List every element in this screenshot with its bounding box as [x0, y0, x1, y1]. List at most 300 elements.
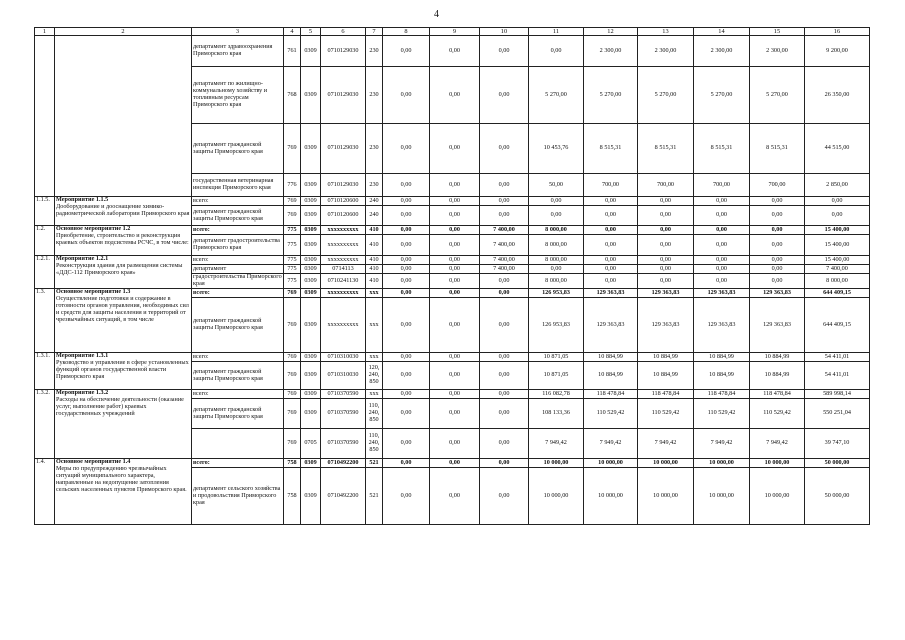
amount-cell: 0,00	[383, 459, 430, 468]
amount-cell: 0,00	[383, 235, 430, 256]
code-cell: 769	[284, 353, 301, 362]
code-cell: 769	[284, 289, 301, 298]
code-cell: 521	[366, 459, 383, 468]
code-cell: xxxxxxxxxx	[321, 256, 366, 265]
amount-cell: 2 300,00	[638, 36, 694, 67]
amount-cell: 644 409,15	[805, 289, 870, 298]
amount-cell: 7 400,00	[480, 235, 529, 256]
amount-cell: 0,00	[480, 274, 529, 289]
amount-cell: 0,00	[805, 197, 870, 206]
header-cell: 11	[529, 28, 584, 36]
amount-cell: 2 850,00	[805, 174, 870, 197]
amount-cell: 0,00	[480, 390, 529, 399]
amount-cell: 8 000,00	[529, 235, 584, 256]
amount-cell: 0,00	[694, 206, 750, 226]
amount-cell: 0,00	[750, 274, 805, 289]
table-row	[35, 289, 870, 298]
header-cell: 8	[383, 28, 430, 36]
code-cell: 775	[284, 256, 301, 265]
amount-cell: 110 529,42	[584, 399, 638, 429]
amount-cell: 129 363,83	[750, 289, 805, 298]
amount-cell: 129 363,83	[750, 298, 805, 353]
code-cell: 410	[366, 235, 383, 256]
amount-cell: 0,00	[430, 174, 480, 197]
amount-cell: 0,00	[480, 353, 529, 362]
amount-cell: 700,00	[694, 174, 750, 197]
amount-cell: 0,00	[383, 36, 430, 67]
amount-cell: 0,00	[694, 265, 750, 274]
code-cell: 769	[284, 206, 301, 226]
code-cell: 0710129030	[321, 174, 366, 197]
code-cell: 769	[284, 124, 301, 174]
code-cell: 521	[366, 468, 383, 525]
executor-cell: всего:	[192, 197, 284, 206]
code-cell: xxx	[366, 390, 383, 399]
amount-cell: 0,00	[383, 399, 430, 429]
amount-cell: 0,00	[584, 197, 638, 206]
amount-cell: 10 453,76	[529, 124, 584, 174]
amount-cell: 0,00	[750, 256, 805, 265]
amount-cell: 0,00	[430, 390, 480, 399]
amount-cell: 0,00	[430, 265, 480, 274]
amount-cell: 0,00	[383, 298, 430, 353]
amount-cell: 0,00	[430, 235, 480, 256]
code-cell: 769	[284, 429, 301, 459]
amount-cell: 5 270,00	[529, 67, 584, 124]
amount-cell: 8 000,00	[529, 256, 584, 265]
row-number: 1.3.	[35, 289, 55, 353]
amount-cell: 10 884,99	[750, 362, 805, 390]
header-cell: 14	[694, 28, 750, 36]
amount-cell: 0,00	[584, 226, 638, 235]
amount-cell: 0,00	[638, 197, 694, 206]
measure-description	[55, 390, 192, 459]
amount-cell: 0,00	[480, 399, 529, 429]
amount-cell: 129 363,83	[584, 298, 638, 353]
amount-cell: 9 200,00	[805, 36, 870, 67]
amount-cell: 7 949,42	[750, 429, 805, 459]
code-cell: 768	[284, 67, 301, 124]
row-number: 1.3.2.	[35, 390, 55, 459]
code-cell: xxxxxxxxxx	[321, 235, 366, 256]
amount-cell: 0,00	[480, 67, 529, 124]
amount-cell: 0,00	[480, 362, 529, 390]
code-cell: 410	[366, 274, 383, 289]
table-row	[35, 226, 870, 235]
code-cell: 0309	[301, 265, 321, 274]
amount-cell: 0,00	[584, 274, 638, 289]
code-cell: 761	[284, 36, 301, 67]
amount-cell: 10 000,00	[529, 468, 584, 525]
amount-cell: 8 515,31	[584, 124, 638, 174]
code-cell: 410	[366, 256, 383, 265]
measure-text: Приобретение, строительство и реконструкция краевых объектов подсистемы РСЧС, в том числе:	[56, 232, 189, 247]
amount-cell: 10 884,99	[694, 362, 750, 390]
code-cell: 0309	[301, 289, 321, 298]
amount-cell: 7 949,42	[584, 429, 638, 459]
executor-cell: департамент гражданской защиты Приморского края	[192, 124, 284, 174]
code-cell: xxx	[366, 289, 383, 298]
code-cell: 0309	[301, 256, 321, 265]
row-number: 1.2.1.	[35, 256, 55, 289]
amount-cell: 0,00	[430, 298, 480, 353]
code-cell: 0710370590	[321, 429, 366, 459]
code-cell: 0309	[301, 362, 321, 390]
amount-cell: 0,00	[430, 289, 480, 298]
amount-cell: 700,00	[584, 174, 638, 197]
amount-cell: 0,00	[529, 197, 584, 206]
amount-cell: 110 529,42	[694, 399, 750, 429]
amount-cell: 7 949,42	[529, 429, 584, 459]
executor-cell: департамент гражданской защиты Приморского края	[192, 206, 284, 226]
measure-title: Основное мероприятие 1.3	[56, 288, 131, 296]
table-row	[35, 36, 870, 67]
amount-cell: 0,00	[638, 265, 694, 274]
amount-cell: 0,00	[638, 226, 694, 235]
table-row	[35, 256, 870, 265]
amount-cell: 0,00	[694, 226, 750, 235]
amount-cell: 0,00	[383, 174, 430, 197]
code-cell: 240	[366, 197, 383, 206]
code-cell: 120, 240, 850	[366, 362, 383, 390]
code-cell: 0710129030	[321, 36, 366, 67]
amount-cell: 700,00	[750, 174, 805, 197]
amount-cell: 10 884,99	[638, 362, 694, 390]
amount-cell: 5 270,00	[638, 67, 694, 124]
code-cell: 110, 240, 850	[366, 399, 383, 429]
code-cell: 769	[284, 197, 301, 206]
amount-cell: 0,00	[383, 265, 430, 274]
table-row	[35, 353, 870, 362]
amount-cell: 126 953,83	[529, 289, 584, 298]
amount-cell: 0,00	[480, 468, 529, 525]
executor-cell: департамент гражданской защиты Приморского края	[192, 399, 284, 429]
code-cell: 0705	[301, 429, 321, 459]
amount-cell: 2 300,00	[584, 36, 638, 67]
amount-cell: 10 000,00	[638, 468, 694, 525]
budget-table	[34, 27, 870, 525]
amount-cell: 0,00	[805, 206, 870, 226]
amount-cell: 10 000,00	[750, 459, 805, 468]
amount-cell: 8 515,31	[638, 124, 694, 174]
code-cell: 230	[366, 36, 383, 67]
measure-title: Основное мероприятие 1.4	[56, 458, 131, 466]
executor-cell: всего:	[192, 226, 284, 235]
amount-cell: 589 998,14	[805, 390, 870, 399]
amount-cell: 2 300,00	[750, 36, 805, 67]
code-cell: 0710310030	[321, 362, 366, 390]
measure-text: Дооборудование и дооснащение химико-радиометрической лаборатории Приморского края	[56, 203, 190, 218]
executor-cell: департамент по жилищно-коммунальному хозяйству и топливным ресурсам Приморского края	[192, 67, 284, 124]
amount-cell: 0,00	[694, 274, 750, 289]
amount-cell: 0,00	[430, 206, 480, 226]
amount-cell: 0,00	[430, 36, 480, 67]
executor-cell: департамент здравоохранения Приморского края	[192, 36, 284, 67]
amount-cell: 550 251,04	[805, 399, 870, 429]
code-cell: 0710310030	[321, 353, 366, 362]
amount-cell: 10 000,00	[638, 459, 694, 468]
amount-cell: 0,00	[694, 256, 750, 265]
code-cell: xxxxxxxxxx	[321, 298, 366, 353]
measure-text: Руководство и управление в сфере установленных функций органов государственной власти Приморского края	[56, 358, 189, 380]
code-cell: 769	[284, 390, 301, 399]
amount-cell: 116 082,78	[529, 390, 584, 399]
code-cell: 769	[284, 298, 301, 353]
amount-cell: 2 300,00	[694, 36, 750, 67]
amount-cell: 110 529,42	[638, 399, 694, 429]
amount-cell: 0,00	[383, 468, 430, 525]
row-number: 1.1.5.	[35, 197, 55, 226]
executor-cell: департамент гражданской защиты Приморского края	[192, 362, 284, 390]
executor-cell: департамент градостроительства Приморского края	[192, 235, 284, 256]
amount-cell: 5 270,00	[694, 67, 750, 124]
amount-cell: 0,00	[383, 197, 430, 206]
amount-cell: 0,00	[430, 399, 480, 429]
amount-cell: 644 409,15	[805, 298, 870, 353]
code-cell: 410	[366, 226, 383, 235]
code-cell: 230	[366, 174, 383, 197]
code-cell: 775	[284, 235, 301, 256]
header-cell: 3	[192, 28, 284, 36]
amount-cell: 7 949,42	[638, 429, 694, 459]
code-cell: 0710129030	[321, 67, 366, 124]
amount-cell: 8 000,00	[529, 274, 584, 289]
amount-cell: 8 515,31	[694, 124, 750, 174]
header-cell: 13	[638, 28, 694, 36]
table-row	[35, 459, 870, 468]
header-cell: 1	[35, 28, 55, 36]
amount-cell: 0,00	[694, 197, 750, 206]
header-cell: 9	[430, 28, 480, 36]
amount-cell: 44 515,00	[805, 124, 870, 174]
executor-cell: всего:	[192, 353, 284, 362]
amount-cell: 0,00	[480, 174, 529, 197]
code-cell: xxx	[366, 353, 383, 362]
amount-cell: 0,00	[529, 36, 584, 67]
amount-cell: 118 478,84	[638, 390, 694, 399]
amount-cell: 7 400,00	[805, 265, 870, 274]
amount-cell: 0,00	[638, 256, 694, 265]
amount-cell: 5 270,00	[750, 67, 805, 124]
header-cell: 15	[750, 28, 805, 36]
amount-cell: 10 884,99	[750, 353, 805, 362]
code-cell: 0710492200	[321, 459, 366, 468]
executor-cell: всего:	[192, 390, 284, 399]
table-row	[35, 197, 870, 206]
header-cell: 2	[55, 28, 192, 36]
amount-cell: 0,00	[638, 274, 694, 289]
code-cell: 0710129030	[321, 124, 366, 174]
header-row	[35, 28, 870, 36]
amount-cell: 39 747,10	[805, 429, 870, 459]
amount-cell: 15 400,00	[805, 226, 870, 235]
code-cell: xxx	[366, 298, 383, 353]
code-cell: 0309	[301, 206, 321, 226]
amount-cell: 0,00	[383, 206, 430, 226]
amount-cell: 10 000,00	[750, 468, 805, 525]
amount-cell: 0,00	[750, 197, 805, 206]
measure-description	[55, 256, 192, 289]
amount-cell: 54 411,01	[805, 362, 870, 390]
amount-cell: 0,00	[430, 459, 480, 468]
amount-cell: 0,00	[584, 256, 638, 265]
amount-cell: 108 133,36	[529, 399, 584, 429]
amount-cell: 50 000,00	[805, 459, 870, 468]
amount-cell: 0,00	[383, 289, 430, 298]
amount-cell: 700,00	[638, 174, 694, 197]
amount-cell: 10 000,00	[584, 459, 638, 468]
amount-cell: 10 000,00	[694, 459, 750, 468]
measure-description	[55, 459, 192, 525]
code-cell: 0309	[301, 298, 321, 353]
code-cell: xxxxxxxxxx	[321, 289, 366, 298]
amount-cell: 0,00	[480, 197, 529, 206]
code-cell: 758	[284, 468, 301, 525]
amount-cell: 0,00	[480, 36, 529, 67]
amount-cell: 129 363,83	[584, 289, 638, 298]
amount-cell: 7 400,00	[480, 265, 529, 274]
amount-cell: 8 000,00	[805, 274, 870, 289]
amount-cell: 0,00	[383, 429, 430, 459]
executor-cell: всего:	[192, 459, 284, 468]
header-cell: 16	[805, 28, 870, 36]
amount-cell: 0,00	[638, 235, 694, 256]
amount-cell: 0,00	[383, 124, 430, 174]
code-cell: 0309	[301, 36, 321, 67]
amount-cell: 126 953,83	[529, 298, 584, 353]
amount-cell: 15 400,00	[805, 256, 870, 265]
code-cell: 0710492200	[321, 468, 366, 525]
executor-cell: департамент гражданской защиты Приморского края	[192, 298, 284, 353]
code-cell: 0710120600	[321, 197, 366, 206]
amount-cell: 0,00	[383, 274, 430, 289]
amount-cell: 118 478,84	[694, 390, 750, 399]
amount-cell: 10 884,99	[584, 362, 638, 390]
amount-cell: 0,00	[750, 206, 805, 226]
amount-cell: 10 000,00	[529, 459, 584, 468]
amount-cell: 7 400,00	[480, 226, 529, 235]
measure-title: Мероприятие 1.3.2	[56, 389, 109, 397]
code-cell: 240	[366, 206, 383, 226]
code-cell: 775	[284, 265, 301, 274]
amount-cell: 0,00	[430, 124, 480, 174]
amount-cell: 118 478,84	[584, 390, 638, 399]
header-cell: 5	[301, 28, 321, 36]
amount-cell: 129 363,83	[638, 289, 694, 298]
row-number: 1.2.	[35, 226, 55, 256]
code-cell: 769	[284, 362, 301, 390]
header-cell: 4	[284, 28, 301, 36]
code-cell: 0309	[301, 468, 321, 525]
measure-title: Мероприятие 1.2.1	[56, 255, 109, 263]
code-cell: 0309	[301, 353, 321, 362]
measure-description	[55, 289, 192, 353]
amount-cell: 0,00	[694, 235, 750, 256]
table-row	[35, 390, 870, 399]
amount-cell: 10 000,00	[584, 468, 638, 525]
measure-description	[55, 197, 192, 226]
measure-title: Основное мероприятие 1.2	[56, 225, 131, 233]
amount-cell: 54 411,01	[805, 353, 870, 362]
amount-cell: 0,00	[430, 256, 480, 265]
code-cell: 410	[366, 265, 383, 274]
row-number: 1.4.	[35, 459, 55, 525]
executor-cell: департамент сельского хозяйства и продовольствия Приморского края	[192, 468, 284, 525]
amount-cell: 0,00	[750, 265, 805, 274]
amount-cell: 0,00	[430, 197, 480, 206]
amount-cell: 118 478,84	[750, 390, 805, 399]
amount-cell: 5 270,00	[584, 67, 638, 124]
code-cell: 775	[284, 274, 301, 289]
header-cell: 12	[584, 28, 638, 36]
amount-cell: 0,00	[383, 353, 430, 362]
amount-cell: 0,00	[383, 362, 430, 390]
amount-cell: 129 363,83	[694, 289, 750, 298]
amount-cell: 0,00	[430, 468, 480, 525]
amount-cell: 110 529,42	[750, 399, 805, 429]
amount-cell: 0,00	[480, 206, 529, 226]
code-cell: 230	[366, 67, 383, 124]
amount-cell: 8 000,00	[529, 226, 584, 235]
amount-cell: 0,00	[529, 265, 584, 274]
amount-cell: 10 871,05	[529, 362, 584, 390]
code-cell: 0710241130	[321, 274, 366, 289]
amount-cell: 0,00	[383, 226, 430, 235]
amount-cell: 0,00	[584, 206, 638, 226]
code-cell: xxxxxxxxxx	[321, 226, 366, 235]
measure-title: Мероприятие 1.3.1	[56, 352, 109, 360]
amount-cell: 0,00	[584, 235, 638, 256]
code-cell: 0710370590	[321, 399, 366, 429]
row-number	[35, 36, 55, 197]
code-cell: 0309	[301, 197, 321, 206]
executor-cell	[192, 429, 284, 459]
code-cell: 0710120600	[321, 206, 366, 226]
amount-cell: 8 515,31	[750, 124, 805, 174]
code-cell: 0309	[301, 226, 321, 235]
measure-description	[55, 353, 192, 390]
amount-cell: 15 400,00	[805, 235, 870, 256]
amount-cell: 129 363,83	[694, 298, 750, 353]
amount-cell: 10 871,05	[529, 353, 584, 362]
code-cell: 0309	[301, 67, 321, 124]
amount-cell: 0,00	[430, 274, 480, 289]
amount-cell: 0,00	[584, 265, 638, 274]
code-cell: 775	[284, 226, 301, 235]
row-number: 1.3.1.	[35, 353, 55, 390]
code-cell: 0309	[301, 174, 321, 197]
executor-cell: всего:	[192, 256, 284, 265]
code-cell: 0710370590	[321, 390, 366, 399]
code-cell: 758	[284, 459, 301, 468]
amount-cell: 26 350,00	[805, 67, 870, 124]
amount-cell: 0,00	[383, 390, 430, 399]
measure-text: Осуществление подготовки и содержание в готовности органов управления, необходимых сил и средств для защиты населения и территорий от чрезвычайных ситуаций, в том числе	[56, 294, 189, 323]
header-cell: 10	[480, 28, 529, 36]
amount-cell: 0,00	[480, 459, 529, 468]
page-number: 4	[434, 9, 439, 20]
code-cell: 776	[284, 174, 301, 197]
amount-cell: 0,00	[383, 256, 430, 265]
amount-cell: 0,00	[750, 235, 805, 256]
amount-cell: 0,00	[480, 124, 529, 174]
amount-cell: 0,00	[430, 353, 480, 362]
amount-cell: 7 949,42	[694, 429, 750, 459]
code-cell: 0309	[301, 274, 321, 289]
executor-cell: государственная ветеринарная инспекция Приморского края	[192, 174, 284, 197]
amount-cell: 10 884,99	[694, 353, 750, 362]
measure-text: Расходы на обеспечение деятельности (оказание услуг, выполнение работ) краевых государственных учреждений	[56, 395, 184, 417]
